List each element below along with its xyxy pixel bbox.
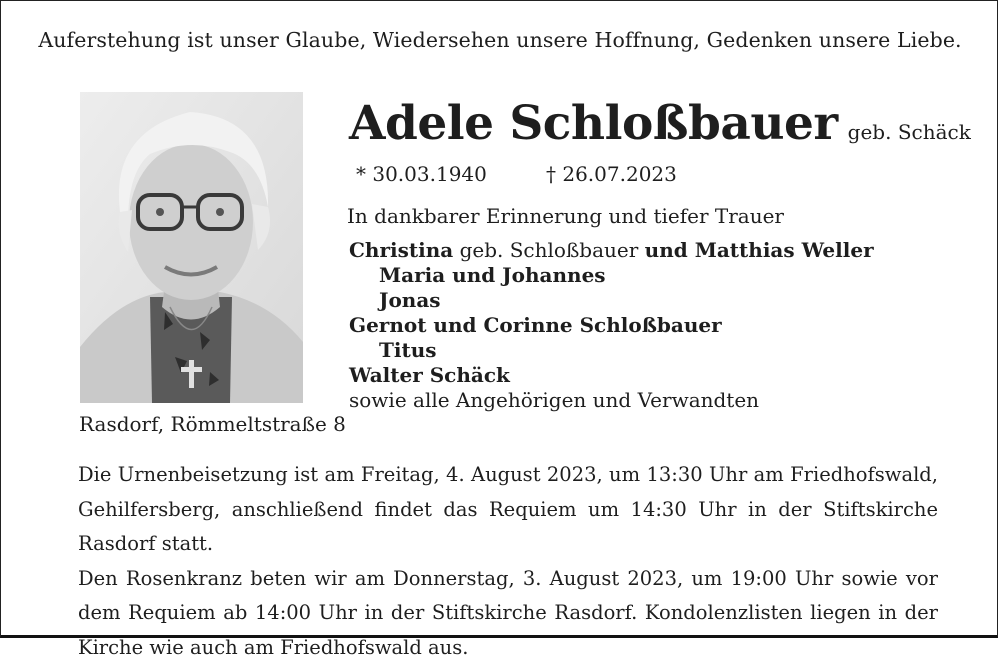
mourner-line: Jonas xyxy=(349,288,874,313)
mourner-partner: und Matthias Weller xyxy=(645,238,874,262)
mourners-list xyxy=(349,238,874,413)
funeral-notice xyxy=(78,458,938,665)
mourner-line: Gernot und Corinne Schloßbauer xyxy=(349,313,874,338)
mourner-line: Walter Schäck xyxy=(349,363,874,388)
mourner-line: Maria und Johannes xyxy=(349,263,874,288)
mourner-line: Titus xyxy=(349,338,874,363)
motto-line: Auferstehung ist unser Glaube, Wiedersehen unsere Hoffnung, Gedenken unsere Liebe. xyxy=(0,28,1000,52)
deceased-header xyxy=(349,96,971,151)
portrait-photo xyxy=(80,92,303,403)
rosary-paragraph: Den Rosenkranz beten wir am Donnerstag, 3. August 2023, um 19:00 Uhr sowie vor dem Requiem ab 14:00 Uhr in der Stiftskirche Rasdorf. Kondolenzlisten liegen in der Kirche wie auch am Friedhofswald aus. xyxy=(78,562,938,665)
mourner-born-name: geb. Schloßbauer xyxy=(460,238,639,262)
born-name: geb. Schäck xyxy=(848,120,971,144)
address: Rasdorf, Römmeltstraße 8 xyxy=(79,412,346,436)
mourner-name: Christina xyxy=(349,238,453,262)
mourner-line xyxy=(349,238,874,263)
death-date: † 26.07.2023 xyxy=(546,162,677,186)
burial-paragraph: Die Urnenbeisetzung ist am Freitag, 4. August 2023, um 13:30 Uhr am Friedhofswald, Gehilfersberg, anschließend findet das Requiem um 14:30 Uhr in der Stiftskirche Rasdorf statt. xyxy=(78,458,938,562)
intro-text: In dankbarer Erinnerung und tiefer Trauer xyxy=(347,204,784,228)
deceased-name: Adele Schloßbauer xyxy=(349,96,838,151)
mourner-line: sowie alle Angehörigen und Verwandten xyxy=(349,388,874,413)
birth-date: * 30.03.1940 xyxy=(356,162,487,186)
